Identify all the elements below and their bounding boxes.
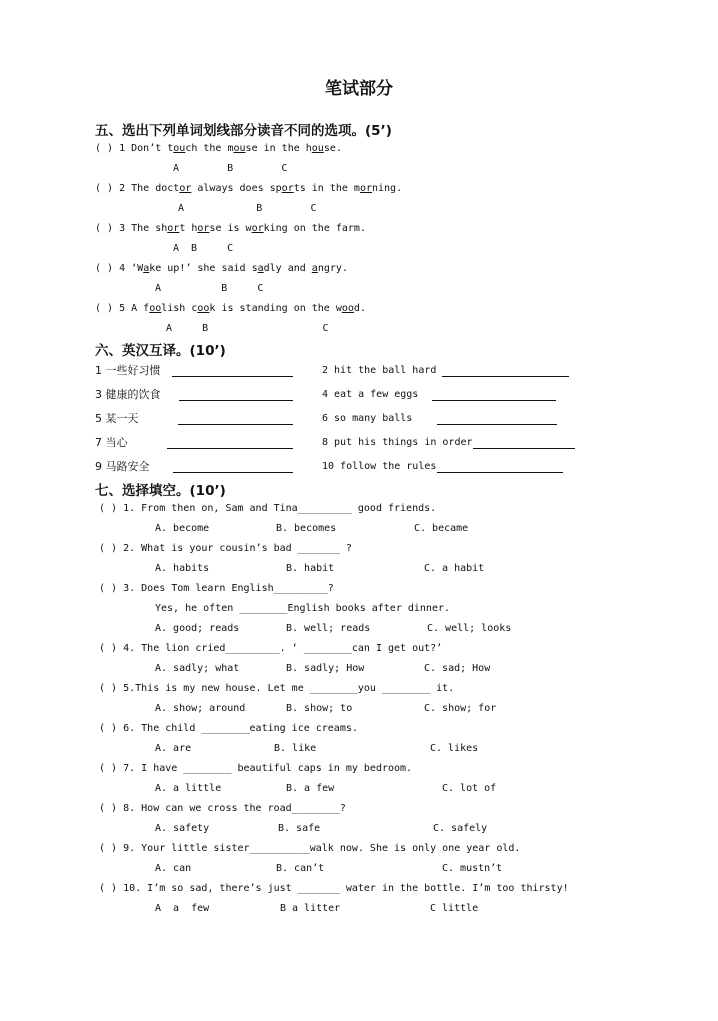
question-line — [95, 262, 348, 276]
question-line — [99, 502, 436, 516]
translation-prompt: 9 马路安全 — [95, 460, 150, 473]
option-letters: A B C — [173, 243, 234, 254]
translation-prompt: 10 follow the rules — [322, 461, 437, 472]
question-text: 2. What is your cousin’s bad _______ ? — [123, 543, 352, 554]
translation-item — [95, 364, 161, 378]
translation-item — [95, 436, 128, 450]
option-c: C. sad; How — [424, 663, 491, 674]
answer-blank[interactable] — [178, 413, 293, 425]
underlined-part: ou — [233, 143, 246, 154]
translation-item — [322, 460, 436, 474]
translation-prompt: 1 一些好习惯 — [95, 364, 161, 377]
option-c: C little — [430, 903, 479, 914]
question-text: 5 A f — [119, 303, 150, 314]
option-b: B. sadly; How — [286, 663, 365, 674]
underlined-part: oo — [149, 303, 162, 314]
translation-item — [322, 436, 473, 450]
question-text: dly and — [263, 263, 312, 274]
translation-item — [322, 412, 412, 426]
translation-prompt: 8 put his things in order — [322, 437, 473, 448]
answer-blank[interactable] — [179, 389, 293, 401]
answer-blank[interactable] — [473, 437, 575, 449]
underlined-part: or — [281, 183, 294, 194]
option-letters: A B C — [166, 323, 329, 334]
answer-blank[interactable] — [173, 461, 293, 473]
option-a: A. show; around — [155, 703, 246, 714]
option-a: A. safety — [155, 823, 210, 834]
answer-paren[interactable]: ( ) — [99, 883, 118, 894]
option-a: A. become — [155, 523, 210, 534]
option-a: A. good; reads — [155, 623, 240, 634]
underlined-part: or — [197, 223, 210, 234]
option-b: B. safe — [278, 823, 321, 834]
translation-item — [322, 364, 436, 378]
question-line — [99, 802, 346, 816]
question-text: ngry. — [317, 263, 348, 274]
answer-paren[interactable]: ( ) — [99, 843, 118, 854]
section-7-heading: 七、选择填空。(10’) — [95, 483, 226, 499]
translation-item — [95, 460, 150, 474]
page-title: 笔试部分 — [325, 79, 393, 99]
question-line — [95, 182, 402, 196]
underlined-part: oo — [197, 303, 210, 314]
question-text: 1. From then on, Sam and Tina_________ good friends. — [123, 503, 437, 514]
option-letters: A B C — [173, 163, 288, 174]
underlined-part: ou — [311, 143, 324, 154]
option-b: B a litter — [280, 903, 341, 914]
section-6-heading: 六、英汉互译。(10’) — [95, 343, 226, 359]
question-line — [95, 222, 366, 236]
answer-blank[interactable] — [437, 461, 563, 473]
question-text: se is w — [209, 223, 252, 234]
question-line — [99, 582, 334, 596]
question-text: ch the m — [185, 143, 234, 154]
answer-blank[interactable] — [167, 437, 293, 449]
question-text: 10. I’m so sad, there’s just _______ water in the bottle. I’m too thirsty! — [123, 883, 569, 894]
question-text: ts in the m — [293, 183, 360, 194]
question-text: 7. I have ________ beautiful caps in my bedroom. — [123, 763, 413, 774]
option-letters: A B C — [178, 203, 317, 214]
section-5-heading: 五、选出下列单词划线部分读音不同的选项。(5’) — [95, 123, 392, 139]
answer-paren[interactable]: ( ) — [95, 303, 114, 314]
question-text: 6. The child ________eating ice creams. — [123, 723, 358, 734]
answer-paren[interactable]: ( ) — [99, 503, 118, 514]
question-text: se in the h — [245, 143, 312, 154]
option-a: A a few — [155, 903, 210, 914]
option-a: A. are — [155, 743, 192, 754]
option-c: C. show; for — [424, 703, 497, 714]
option-b: B. like — [274, 743, 317, 754]
translation-prompt: 6 so many balls — [322, 413, 413, 424]
question-line — [99, 642, 442, 656]
underlined-part: a — [143, 263, 150, 274]
option-c: C. lot of — [442, 783, 497, 794]
answer-blank[interactable] — [172, 365, 293, 377]
answer-paren[interactable]: ( ) — [99, 543, 118, 554]
translation-prompt: 5 某一天 — [95, 412, 139, 425]
question-text: 8. How can we cross the road________? — [123, 803, 346, 814]
answer-blank[interactable] — [442, 365, 569, 377]
underlined-part: a — [257, 263, 264, 274]
translation-prompt: 2 hit the ball hard — [322, 365, 437, 376]
translation-item — [322, 388, 418, 402]
question-line — [95, 302, 366, 316]
question-line — [95, 142, 342, 156]
answer-paren[interactable]: ( ) — [95, 143, 114, 154]
question-text: always does sp — [191, 183, 282, 194]
option-c: C. safely — [433, 823, 488, 834]
answer-paren[interactable]: ( ) — [99, 583, 118, 594]
option-b: B. a few — [286, 783, 335, 794]
option-c: C. a habit — [424, 563, 485, 574]
question-text: se. — [323, 143, 342, 154]
question-text: 1 Don’t t — [119, 143, 174, 154]
option-b: B. habit — [286, 563, 335, 574]
question-text: k is standing on the w — [209, 303, 342, 314]
answer-blank[interactable] — [437, 413, 557, 425]
option-b: B. show; to — [286, 703, 353, 714]
option-c: C. mustn’t — [442, 863, 503, 874]
question-text: 3. Does Tom learn English_________? — [123, 583, 334, 594]
answer-blank[interactable] — [432, 389, 556, 401]
translation-prompt: 3 健康的饮食 — [95, 388, 161, 401]
translation-prompt: 7 当心 — [95, 436, 128, 449]
question-text: Yes, he often ________English books after dinner. — [155, 603, 451, 614]
question-line — [99, 722, 358, 736]
underlined-part: ou — [173, 143, 186, 154]
answer-paren[interactable]: ( ) — [99, 723, 118, 734]
question-text: 4. The lion cried_________. ‘ ________can I get out?’ — [123, 643, 443, 654]
question-line — [99, 882, 569, 896]
underlined-part: oo — [341, 303, 354, 314]
question-line — [99, 542, 352, 556]
option-b: B. can’t — [276, 863, 325, 874]
answer-paren[interactable]: ( ) — [95, 223, 114, 234]
underlined-part: or — [251, 223, 264, 234]
question-text: ke up!’ she said s — [149, 263, 258, 274]
answer-paren[interactable]: ( ) — [99, 643, 118, 654]
answer-paren[interactable]: ( ) — [95, 183, 114, 194]
question-text: 5.This is my new house. Let me ________you ________ it. — [123, 683, 455, 694]
option-a: A. habits — [155, 563, 210, 574]
option-b: B. well; reads — [286, 623, 371, 634]
answer-paren[interactable]: ( ) — [99, 683, 118, 694]
underlined-part: a — [311, 263, 318, 274]
underlined-part: or — [167, 223, 180, 234]
question-text: 2 The doct — [119, 183, 180, 194]
answer-paren[interactable]: ( ) — [95, 263, 114, 274]
question-text: 9. Your little sister__________walk now. She is only one year old. — [123, 843, 521, 854]
question-text: d. — [353, 303, 366, 314]
question-text: 4 ‘W — [119, 263, 144, 274]
answer-paren[interactable]: ( ) — [99, 763, 118, 774]
question-text: t h — [179, 223, 198, 234]
option-c: C. well; looks — [427, 623, 512, 634]
option-a: A. sadly; what — [155, 663, 240, 674]
option-c: C. likes — [430, 743, 479, 754]
underlined-part: or — [359, 183, 372, 194]
option-b: B. becomes — [276, 523, 337, 534]
option-a: A. a little — [155, 783, 222, 794]
question-text: king on the farm. — [263, 223, 366, 234]
translation-prompt: 4 eat a few eggs — [322, 389, 419, 400]
question-text: 3 The sh — [119, 223, 168, 234]
underlined-part: or — [179, 183, 192, 194]
option-letters: A B C — [155, 283, 264, 294]
question-line — [99, 762, 412, 776]
option-a: A. can — [155, 863, 192, 874]
question-text: ning. — [372, 183, 403, 194]
question-line — [99, 682, 454, 696]
answer-paren[interactable]: ( ) — [99, 803, 118, 814]
translation-item — [95, 388, 161, 402]
option-c: C. became — [414, 523, 469, 534]
translation-item — [95, 412, 139, 426]
question-text: lish c — [161, 303, 198, 314]
question-line — [99, 842, 520, 856]
